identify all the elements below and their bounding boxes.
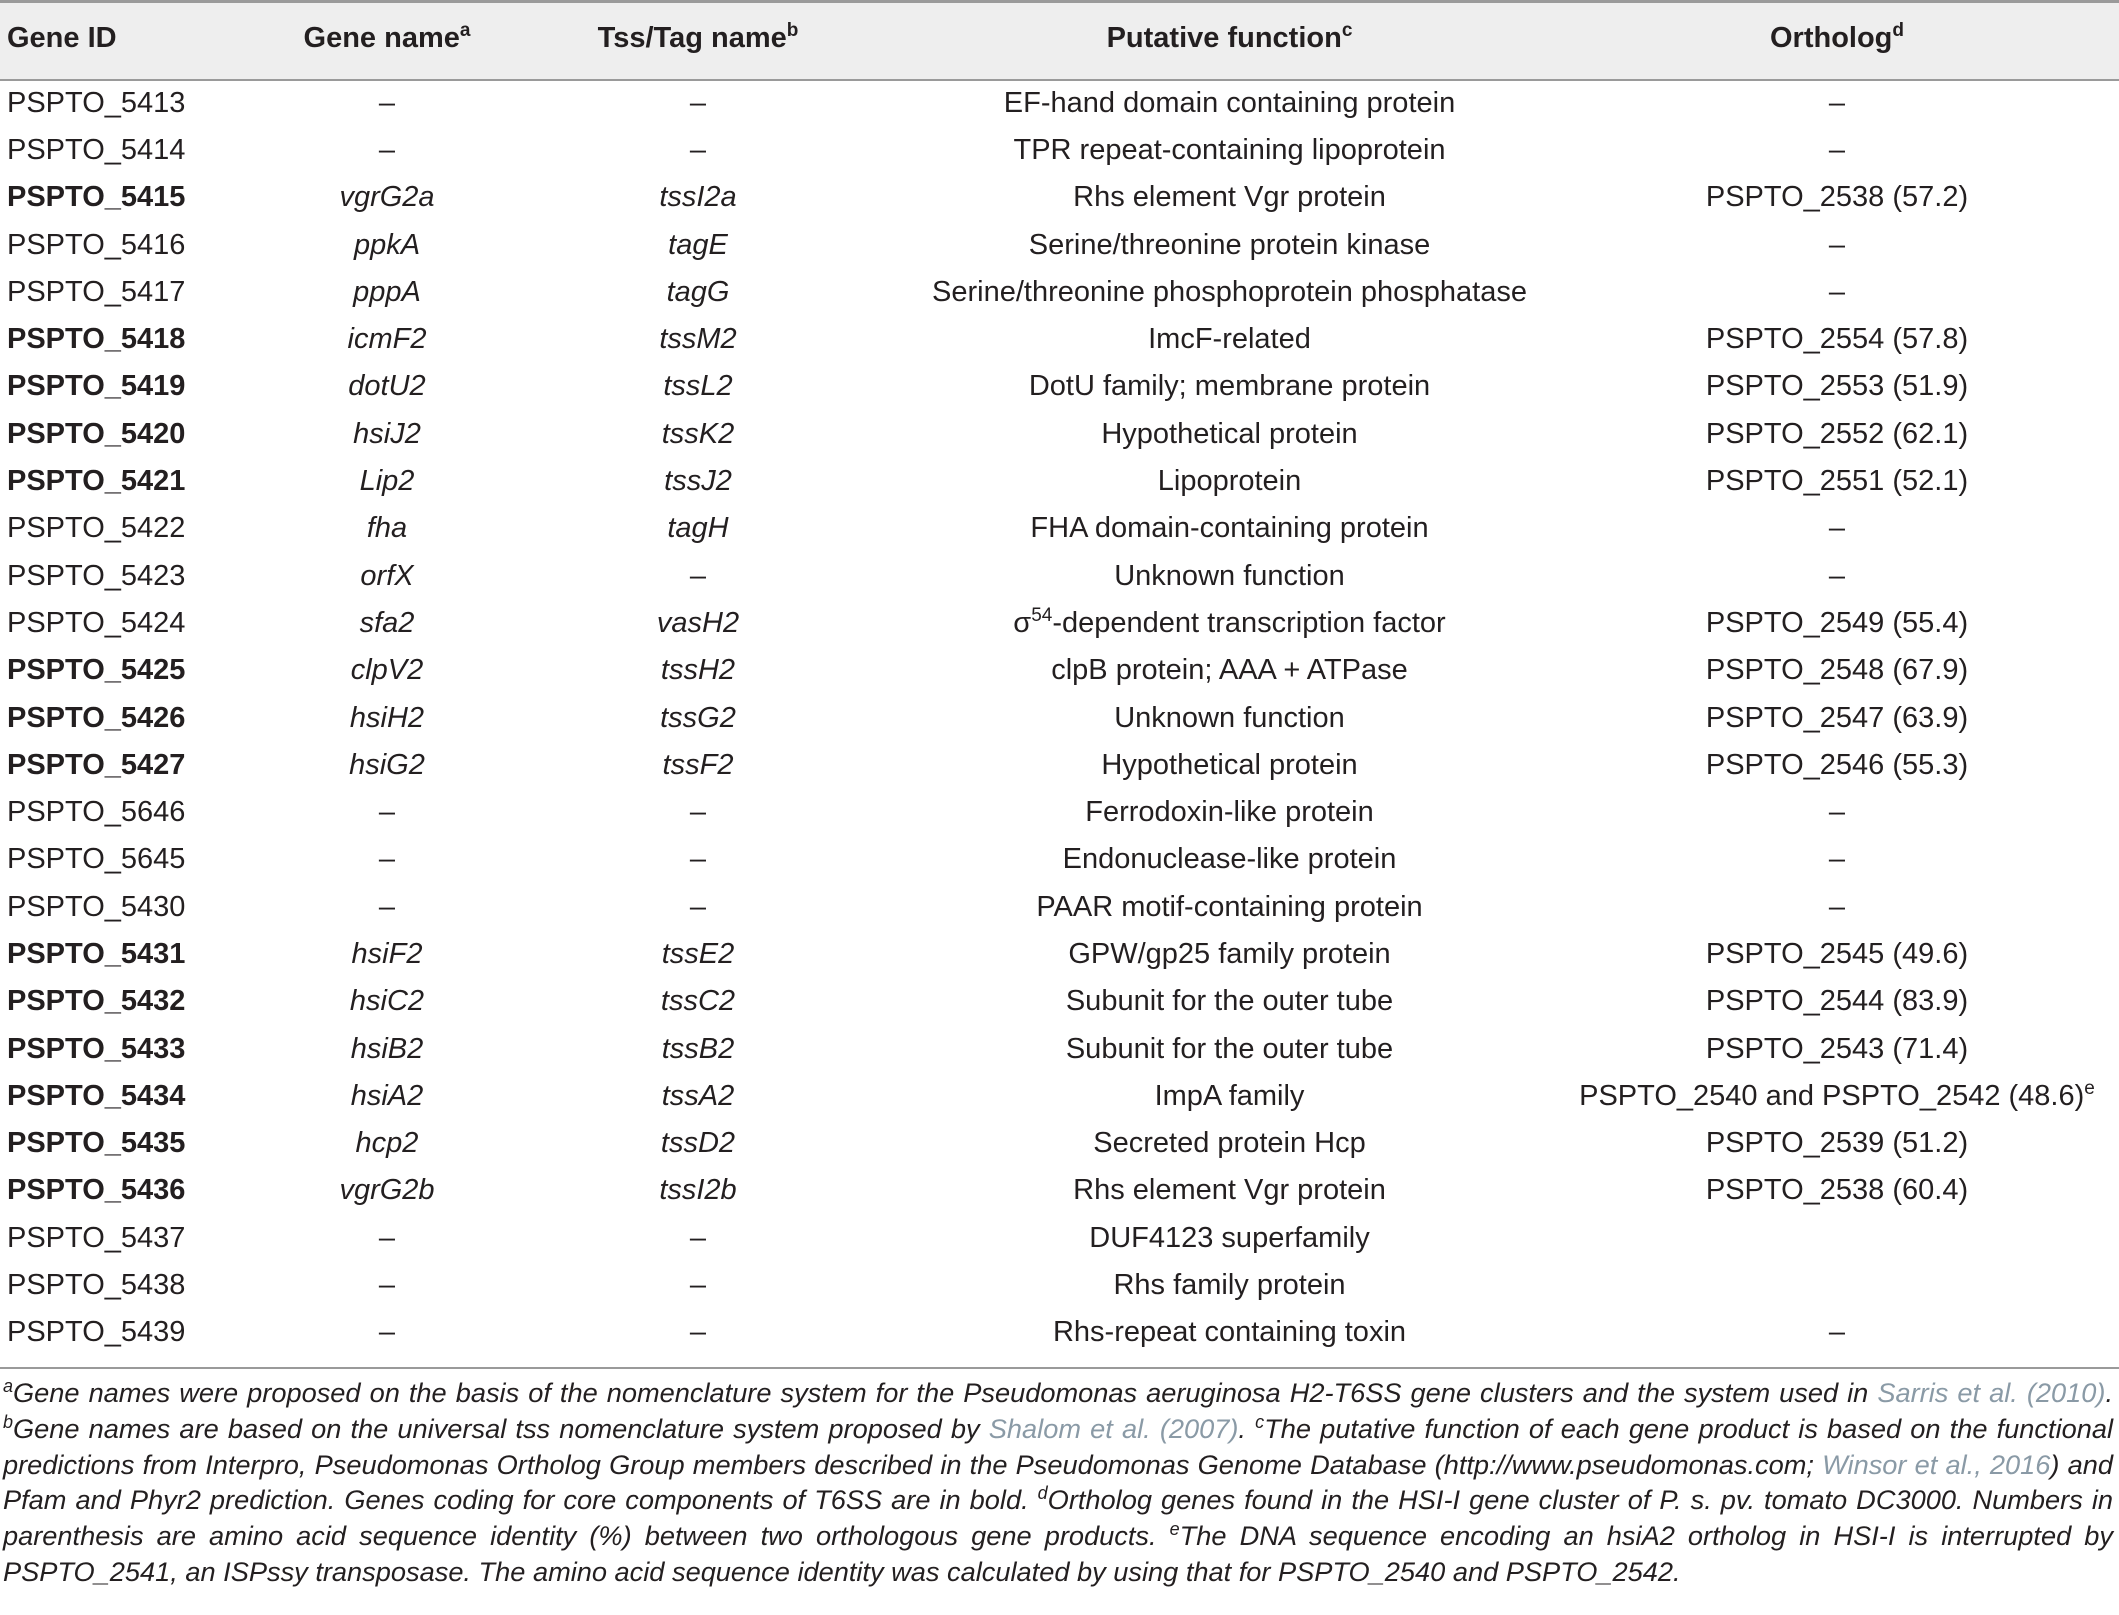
tss-tag-cell: vasH2 xyxy=(656,606,740,639)
ortholog-cell: – xyxy=(1828,559,1846,592)
gene-id-cell: PSPTO_5424 xyxy=(7,606,186,639)
footnote-a-end: . xyxy=(2105,1377,2113,1408)
putative-function-cell: Rhs element Vgr protein xyxy=(1073,181,1386,214)
header-ortholog: Ortholog$^d$ xyxy=(1555,2,2119,80)
putative-function-cell: TPR repeat-containing lipoprotein xyxy=(1013,133,1446,166)
ortholog-cell: PSPTO_2538 (57.2) xyxy=(1705,181,1969,214)
gene-id-cell: PSPTO_5426 xyxy=(7,701,186,734)
putative-function-cell: Rhs family protein xyxy=(1113,1269,1346,1302)
tss-tag-cell: tssI2a xyxy=(659,181,737,214)
tss-tag-cell: tssH2 xyxy=(660,654,736,687)
ortholog-cell: – xyxy=(1828,843,1846,876)
table-row xyxy=(0,978,2119,1025)
gene-name-cell: – xyxy=(378,133,396,166)
table-row xyxy=(0,1309,2119,1356)
ortholog-cell: – xyxy=(1828,228,1846,261)
tss-tag-cell: tssC2 xyxy=(660,985,736,1018)
footnote-b-end: . xyxy=(1238,1412,1256,1444)
tss-tag-cell: tssA2 xyxy=(661,1079,735,1112)
ortholog-cell xyxy=(1555,1262,2119,1309)
putative-function-cell: $\sigma^{54}$-dependent transcription factor xyxy=(1013,604,1446,639)
gene-name-cell: hcp2 xyxy=(355,1127,419,1160)
gene-name-cell: – xyxy=(378,87,396,120)
ortholog-cell: PSPTO_2547 (63.9) xyxy=(1705,701,1969,734)
gene-id-cell: PSPTO_5430 xyxy=(7,890,186,923)
tss-tag-cell: – xyxy=(689,1269,707,1302)
gene-id-cell: PSPTO_5439 xyxy=(7,1316,186,1349)
table-row xyxy=(0,647,2119,694)
putative-function-cell: DUF4123 superfamily xyxy=(1089,1221,1370,1254)
footnote-a-marker: a xyxy=(3,1376,14,1396)
putative-function-cell: Unknown function xyxy=(1114,701,1345,734)
table-row xyxy=(0,127,2119,174)
table-row xyxy=(0,1025,2119,1072)
footnote-d: Ortholog genes found in the HSI-I gene cluster of P. s. pv. tomato DC3000. Numbers in parenthesis are amino acid sequence identity (%) between two orthologous gene products. xyxy=(3,1484,2113,1552)
putative-function-cell: clpB protein; AAA + ATPase xyxy=(1051,654,1408,687)
header-putative-function: Putative function$^c$ xyxy=(904,2,1555,80)
putative-function-cell: Subunit for the outer tube xyxy=(1065,985,1394,1018)
table-row xyxy=(0,789,2119,836)
footnote-a: Gene names were proposed on the basis of the nomenclature system for the Pseudomonas aeruginosa H2-T6SS gene clusters and the system used in xyxy=(13,1377,1878,1408)
gene-name-cell: hsiA2 xyxy=(350,1079,424,1112)
footnote-e: The DNA sequence encoding an hsiA2 ortholog in HSI-I is interrupted by PSPTO_2541, an ISPssy transposase. The amino acid sequence identity was calculated by using that for PSPTO_2540 and PSPTO_2542. xyxy=(3,1520,2113,1587)
putative-function-cell: PAAR motif-containing protein xyxy=(1036,890,1423,923)
gene-id-cell: PSPTO_5435 xyxy=(7,1127,186,1160)
footnote-d-marker: d xyxy=(1037,1483,1048,1504)
ortholog-cell: PSPTO_2543 (71.4) xyxy=(1705,1032,1969,1065)
ortholog-cell: – xyxy=(1828,512,1846,545)
ortholog-cell: – xyxy=(1828,275,1846,308)
tss-tag-cell: tssD2 xyxy=(660,1127,736,1160)
gene-id-cell: PSPTO_5421 xyxy=(7,465,186,498)
gene-name-cell: hsiG2 xyxy=(349,748,425,781)
table-row xyxy=(0,1167,2119,1214)
gene-id-cell: PSPTO_5434 xyxy=(7,1079,186,1112)
gene-id-cell: PSPTO_5416 xyxy=(7,228,186,261)
tss-tag-cell: tssE2 xyxy=(661,937,735,970)
gene-id-cell: PSPTO_5438 xyxy=(7,1269,186,1302)
table-row xyxy=(0,884,2119,931)
gene-name-cell: – xyxy=(378,1221,396,1254)
tss-tag-cell: tssI2b xyxy=(659,1174,737,1207)
gene-id-cell: PSPTO_5432 xyxy=(7,985,186,1018)
gene-id-cell: PSPTO_5419 xyxy=(7,370,186,403)
link-shalom-2007[interactable]: Shalom et al. (2007) xyxy=(988,1412,1239,1444)
ortholog-cell: PSPTO_2546 (55.3) xyxy=(1705,748,1969,781)
putative-function-cell: FHA domain-containing protein xyxy=(1030,512,1429,545)
footnote-b-marker: b xyxy=(3,1411,14,1432)
ortholog-cell: PSPTO_2549 (55.4) xyxy=(1705,606,1969,639)
table-row xyxy=(0,174,2119,221)
ortholog-cell: PSPTO_2551 (52.1) xyxy=(1705,465,1969,498)
table-row xyxy=(0,505,2119,552)
table-row xyxy=(0,742,2119,789)
ortholog-cell: – xyxy=(1828,87,1846,120)
gene-id-cell: PSPTO_5425 xyxy=(7,654,186,687)
tss-tag-cell: – xyxy=(689,559,707,592)
gene-id-cell: PSPTO_5437 xyxy=(7,1221,186,1254)
gene-id-cell: PSPTO_5433 xyxy=(7,1032,186,1065)
tss-tag-cell: tssG2 xyxy=(660,701,736,734)
link-sarris-2010[interactable]: Sarris et al. (2010) xyxy=(1877,1377,2106,1408)
table-row xyxy=(0,552,2119,599)
ortholog-cell: PSPTO_2540 and PSPTO_2542 $(48.6)^e$ xyxy=(1579,1077,2095,1112)
ortholog-cell: PSPTO_2553 (51.9) xyxy=(1705,370,1969,403)
tss-tag-cell: tssJ2 xyxy=(664,465,732,498)
gene-name-cell: orfX xyxy=(360,559,414,592)
tss-tag-cell: – xyxy=(689,1221,707,1254)
table-row xyxy=(0,694,2119,741)
tss-tag-cell: tssF2 xyxy=(662,748,734,781)
gene-id-cell: PSPTO_5418 xyxy=(7,323,186,356)
footnotes xyxy=(3,1375,2113,1590)
gene-id-cell: PSPTO_5417 xyxy=(7,275,186,308)
tss-tag-cell: – xyxy=(689,87,707,120)
tss-tag-cell: – xyxy=(689,890,707,923)
gene-name-cell: hsiF2 xyxy=(351,937,423,970)
putative-function-cell: Subunit for the outer tube xyxy=(1065,1032,1394,1065)
gene-name-cell: – xyxy=(378,1269,396,1302)
putative-function-cell: Serine/threonine phosphoprotein phosphatase xyxy=(932,275,1527,308)
gene-id-cell: PSPTO_5423 xyxy=(7,559,186,592)
table-row xyxy=(0,80,2119,127)
ortholog-cell: – xyxy=(1828,796,1846,829)
gene-id-cell: PSPTO_5427 xyxy=(7,748,186,781)
gene-id-cell: PSPTO_5414 xyxy=(7,133,186,166)
gene-name-cell: vgrG2a xyxy=(339,181,435,214)
ortholog-cell xyxy=(1555,1215,2119,1262)
tss-tag-cell: tagH xyxy=(667,512,729,545)
tss-tag-cell: – xyxy=(689,796,707,829)
tss-tag-cell: tssK2 xyxy=(661,417,735,450)
table-row xyxy=(0,1215,2119,1262)
ortholog-cell: PSPTO_2554 (57.8) xyxy=(1705,323,1969,356)
putative-function-cell: Endonuclease-like protein xyxy=(1062,843,1397,876)
gene-name-cell: hsiJ2 xyxy=(353,417,421,450)
table-row xyxy=(0,1073,2119,1120)
ortholog-cell: PSPTO_2545 (49.6) xyxy=(1705,937,1969,970)
table-row xyxy=(0,931,2119,978)
header-tss-tag-name: Tss/Tag name$^b$ xyxy=(492,2,904,80)
table-row xyxy=(0,458,2119,505)
ortholog-cell: – xyxy=(1828,890,1846,923)
gene-name-cell: pppA xyxy=(353,275,421,308)
gene-name-cell: sfa2 xyxy=(359,606,415,639)
table-row xyxy=(0,316,2119,363)
gene-name-cell: hsiC2 xyxy=(349,985,425,1018)
ortholog-cell: – xyxy=(1828,133,1846,166)
gene-id-cell: PSPTO_5431 xyxy=(7,937,186,970)
putative-function-cell: ImcF-related xyxy=(1148,323,1311,356)
header-gene-id: Gene ID xyxy=(0,2,282,80)
table-row xyxy=(0,411,2119,458)
table-row xyxy=(0,221,2119,268)
gene-id-cell: PSPTO_5436 xyxy=(7,1174,186,1207)
putative-function-cell: Ferrodoxin-like protein xyxy=(1085,796,1374,829)
tss-tag-cell: – xyxy=(689,843,707,876)
gene-id-cell: PSPTO_5645 xyxy=(7,843,186,876)
ortholog-cell: PSPTO_2539 (51.2) xyxy=(1705,1127,1969,1160)
gene-id-cell: PSPTO_5646 xyxy=(7,796,186,829)
footnote-c-marker: c xyxy=(1255,1411,1265,1432)
gene-name-cell: – xyxy=(378,890,396,923)
gene-name-cell: – xyxy=(378,796,396,829)
ortholog-cell: PSPTO_2548 (67.9) xyxy=(1705,654,1969,687)
gene-name-cell: Lip2 xyxy=(359,465,415,498)
putative-function-cell: GPW/gp25 family protein xyxy=(1068,937,1391,970)
gene-name-cell: fha xyxy=(366,512,408,545)
ortholog-cell: PSPTO_2538 (60.4) xyxy=(1705,1174,1969,1207)
table-bottom-rule xyxy=(0,1367,2119,1369)
footnote-c: The putative function of each gene product is based on the functional predictions from Interpro, Pseudomonas Ortholog Group members described in the Pseudomonas Genome Database (http://www.pseudomonas.com; xyxy=(3,1412,2114,1480)
gene-name-cell: – xyxy=(378,1316,396,1349)
tss-tag-cell: tagG xyxy=(666,275,730,308)
tss-tag-cell: tssB2 xyxy=(661,1032,735,1065)
table-row xyxy=(0,836,2119,883)
putative-function-cell: Hypothetical protein xyxy=(1101,748,1358,781)
table-row xyxy=(0,1262,2119,1309)
putative-function-cell: Rhs-repeat containing toxin xyxy=(1052,1316,1407,1349)
putative-function-cell: ImpA family xyxy=(1154,1079,1305,1112)
table-row xyxy=(0,600,2119,647)
tss-tag-cell: tagE xyxy=(668,228,728,261)
tss-tag-cell: – xyxy=(689,1316,707,1349)
putative-function-cell: Rhs element Vgr protein xyxy=(1073,1174,1386,1207)
putative-function-cell: DotU family; membrane protein xyxy=(1028,370,1431,403)
putative-function-cell: EF-hand domain containing protein xyxy=(1003,87,1456,120)
putative-function-cell: Lipoprotein xyxy=(1157,465,1302,498)
putative-function-cell: Hypothetical protein xyxy=(1101,417,1358,450)
gene-name-cell: hsiB2 xyxy=(350,1032,424,1065)
table-row xyxy=(0,269,2119,316)
ortholog-cell: – xyxy=(1828,1316,1846,1349)
gene-name-cell: icmF2 xyxy=(347,323,427,356)
gene-id-cell: PSPTO_5415 xyxy=(7,181,186,214)
table-row xyxy=(0,363,2119,410)
gene-id-cell: PSPTO_5420 xyxy=(7,417,186,450)
gene-name-cell: dotU2 xyxy=(348,370,426,403)
gene-name-cell: clpV2 xyxy=(350,654,424,687)
table-header-row xyxy=(0,2,2119,80)
gene-id-cell: PSPTO_5422 xyxy=(7,512,186,545)
footnote-e-marker: e xyxy=(1169,1519,1180,1540)
gene-name-cell: vgrG2b xyxy=(339,1174,435,1207)
footnote-b: Gene names are based on the universal tss nomenclature system proposed by xyxy=(13,1412,989,1444)
gene-name-cell: hsiH2 xyxy=(349,701,425,734)
table-body xyxy=(0,80,2119,1357)
putative-function-cell: Unknown function xyxy=(1114,559,1345,592)
tss-tag-cell: tssM2 xyxy=(659,323,737,356)
putative-function-cell: Serine/threonine protein kinase xyxy=(1028,228,1431,261)
ortholog-cell: PSPTO_2552 (62.1) xyxy=(1705,417,1969,450)
gene-id-cell: PSPTO_5413 xyxy=(7,87,186,120)
header-gene-name: Gene name$^a$ xyxy=(282,2,492,80)
table-row xyxy=(0,1120,2119,1167)
tss-tag-cell: tssL2 xyxy=(663,370,733,403)
gene-name-cell: – xyxy=(378,843,396,876)
gene-name-cell: ppkA xyxy=(353,228,421,261)
link-winsor-2016[interactable]: Winsor et al., 2016 xyxy=(1822,1448,2051,1480)
tss-tag-cell: – xyxy=(689,133,707,166)
ortholog-cell: PSPTO_2544 (83.9) xyxy=(1705,985,1969,1018)
footnote-c-end: ) and Pfam and Phyr2 prediction. Genes coding for core components of T6SS are in bold. xyxy=(3,1448,2114,1516)
putative-function-cell: Secreted protein Hcp xyxy=(1093,1127,1366,1160)
